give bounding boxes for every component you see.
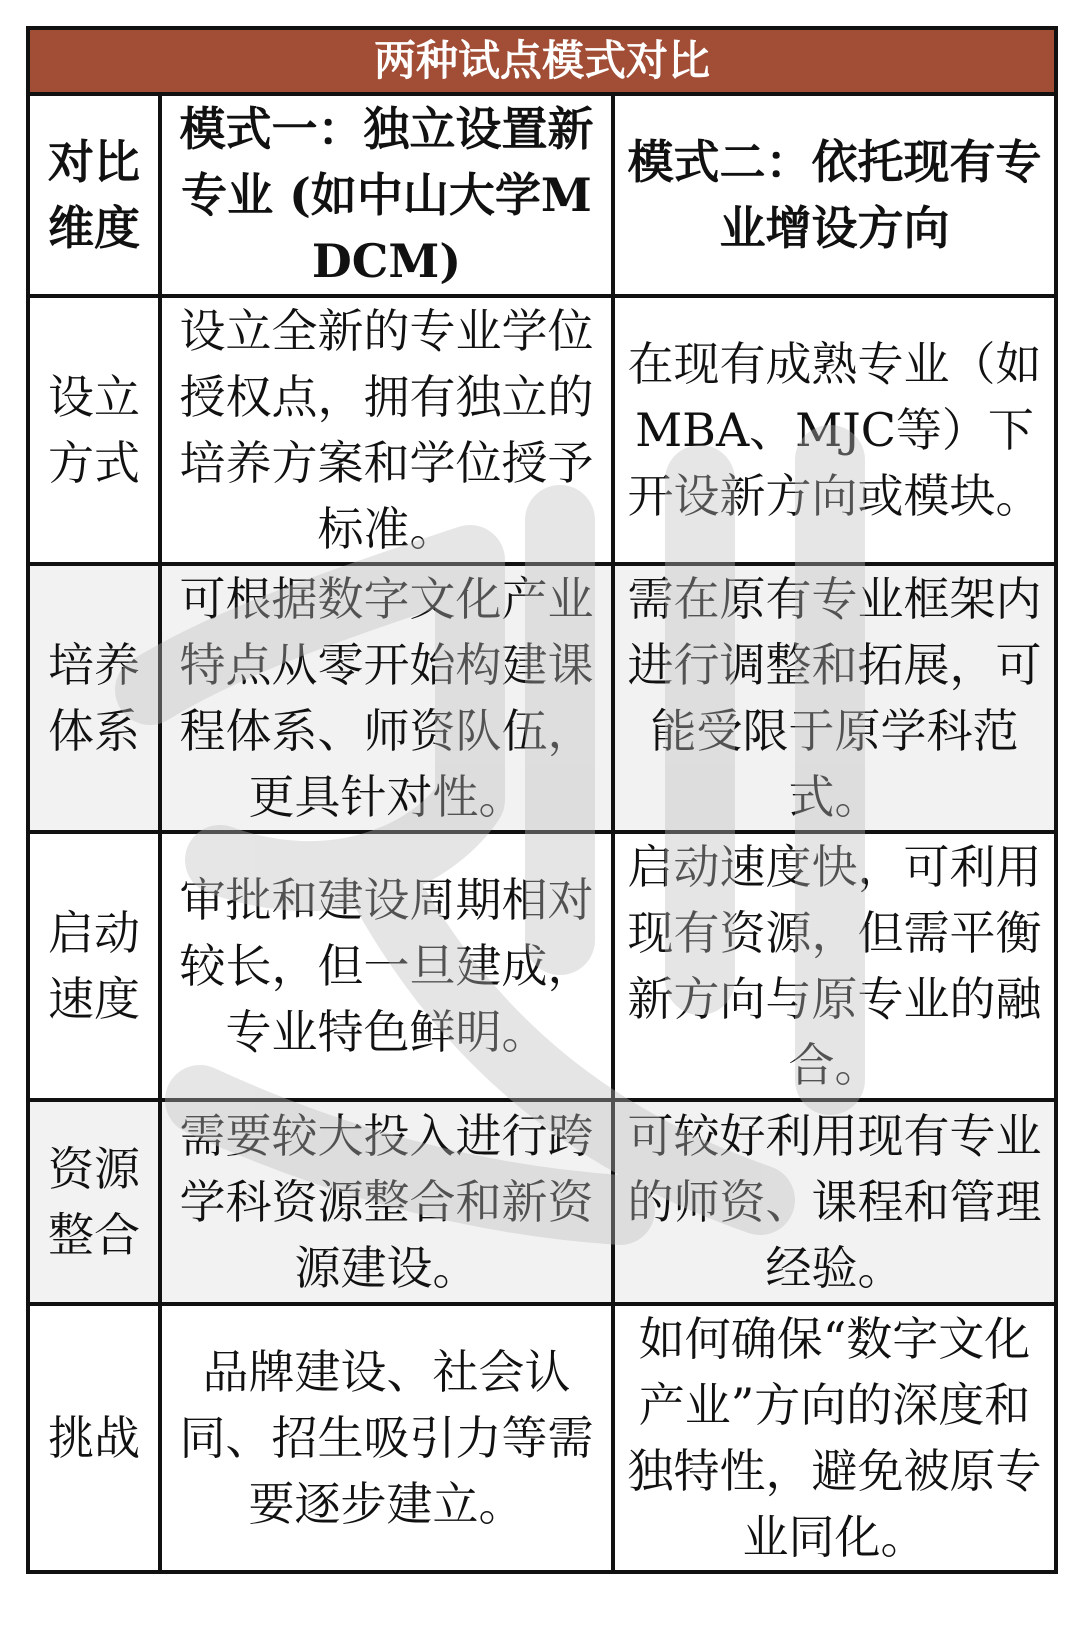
table-row bbox=[28, 1100, 1056, 1304]
row-mode2-cell: 可较好利用现有专业的师资、课程和管理经验。 bbox=[613, 1100, 1056, 1304]
header-mode2: 模式二：依托现有专业增设方向 bbox=[613, 94, 1056, 296]
row-mode1-cell: 可根据数字文化产业特点从零开始构建课程体系、师资队伍，更具针对性。 bbox=[160, 564, 613, 832]
row-mode1-cell: 审批和建设周期相对较长，但一旦建成，专业特色鲜明。 bbox=[160, 832, 613, 1100]
row-mode2-cell: 需在原有专业框架内进行调整和拓展，可能受限于原学科范式。 bbox=[613, 564, 1056, 832]
row-mode1-cell: 需要较大投入进行跨学科资源整合和新资源建设。 bbox=[160, 1100, 613, 1304]
header-dimension: 对比维度 bbox=[28, 94, 160, 296]
table-row bbox=[28, 1304, 1056, 1572]
table-row bbox=[28, 564, 1056, 832]
row-dimension: 培养体系 bbox=[28, 564, 160, 832]
row-mode1-cell: 设立全新的专业学位授权点，拥有独立的培养方案和学位授予标准。 bbox=[160, 296, 613, 564]
comparison-table bbox=[26, 26, 1058, 1574]
row-dimension: 挑战 bbox=[28, 1304, 160, 1572]
table-row bbox=[28, 296, 1056, 564]
table-title: 两种试点模式对比 bbox=[28, 28, 1056, 94]
row-mode2-cell: 在现有成熟专业（如MBA、MJC等）下开设新方向或模块。 bbox=[613, 296, 1056, 564]
row-dimension: 资源整合 bbox=[28, 1100, 160, 1304]
row-mode2-cell: 启动速度快，可利用现有资源，但需平衡新方向与原专业的融合。 bbox=[613, 832, 1056, 1100]
row-dimension: 设立方式 bbox=[28, 296, 160, 564]
table-header-row bbox=[28, 94, 1056, 296]
row-mode1-cell: 品牌建设、社会认同、招生吸引力等需要逐步建立。 bbox=[160, 1304, 613, 1572]
row-mode2-cell: 如何确保“数字文化产业”方向的深度和独特性，避免被原专业同化。 bbox=[613, 1304, 1056, 1572]
table-row bbox=[28, 832, 1056, 1100]
row-dimension: 启动速度 bbox=[28, 832, 160, 1100]
header-mode1: 模式一：独立设置新专业 (如中山大学MDCM) bbox=[160, 94, 613, 296]
